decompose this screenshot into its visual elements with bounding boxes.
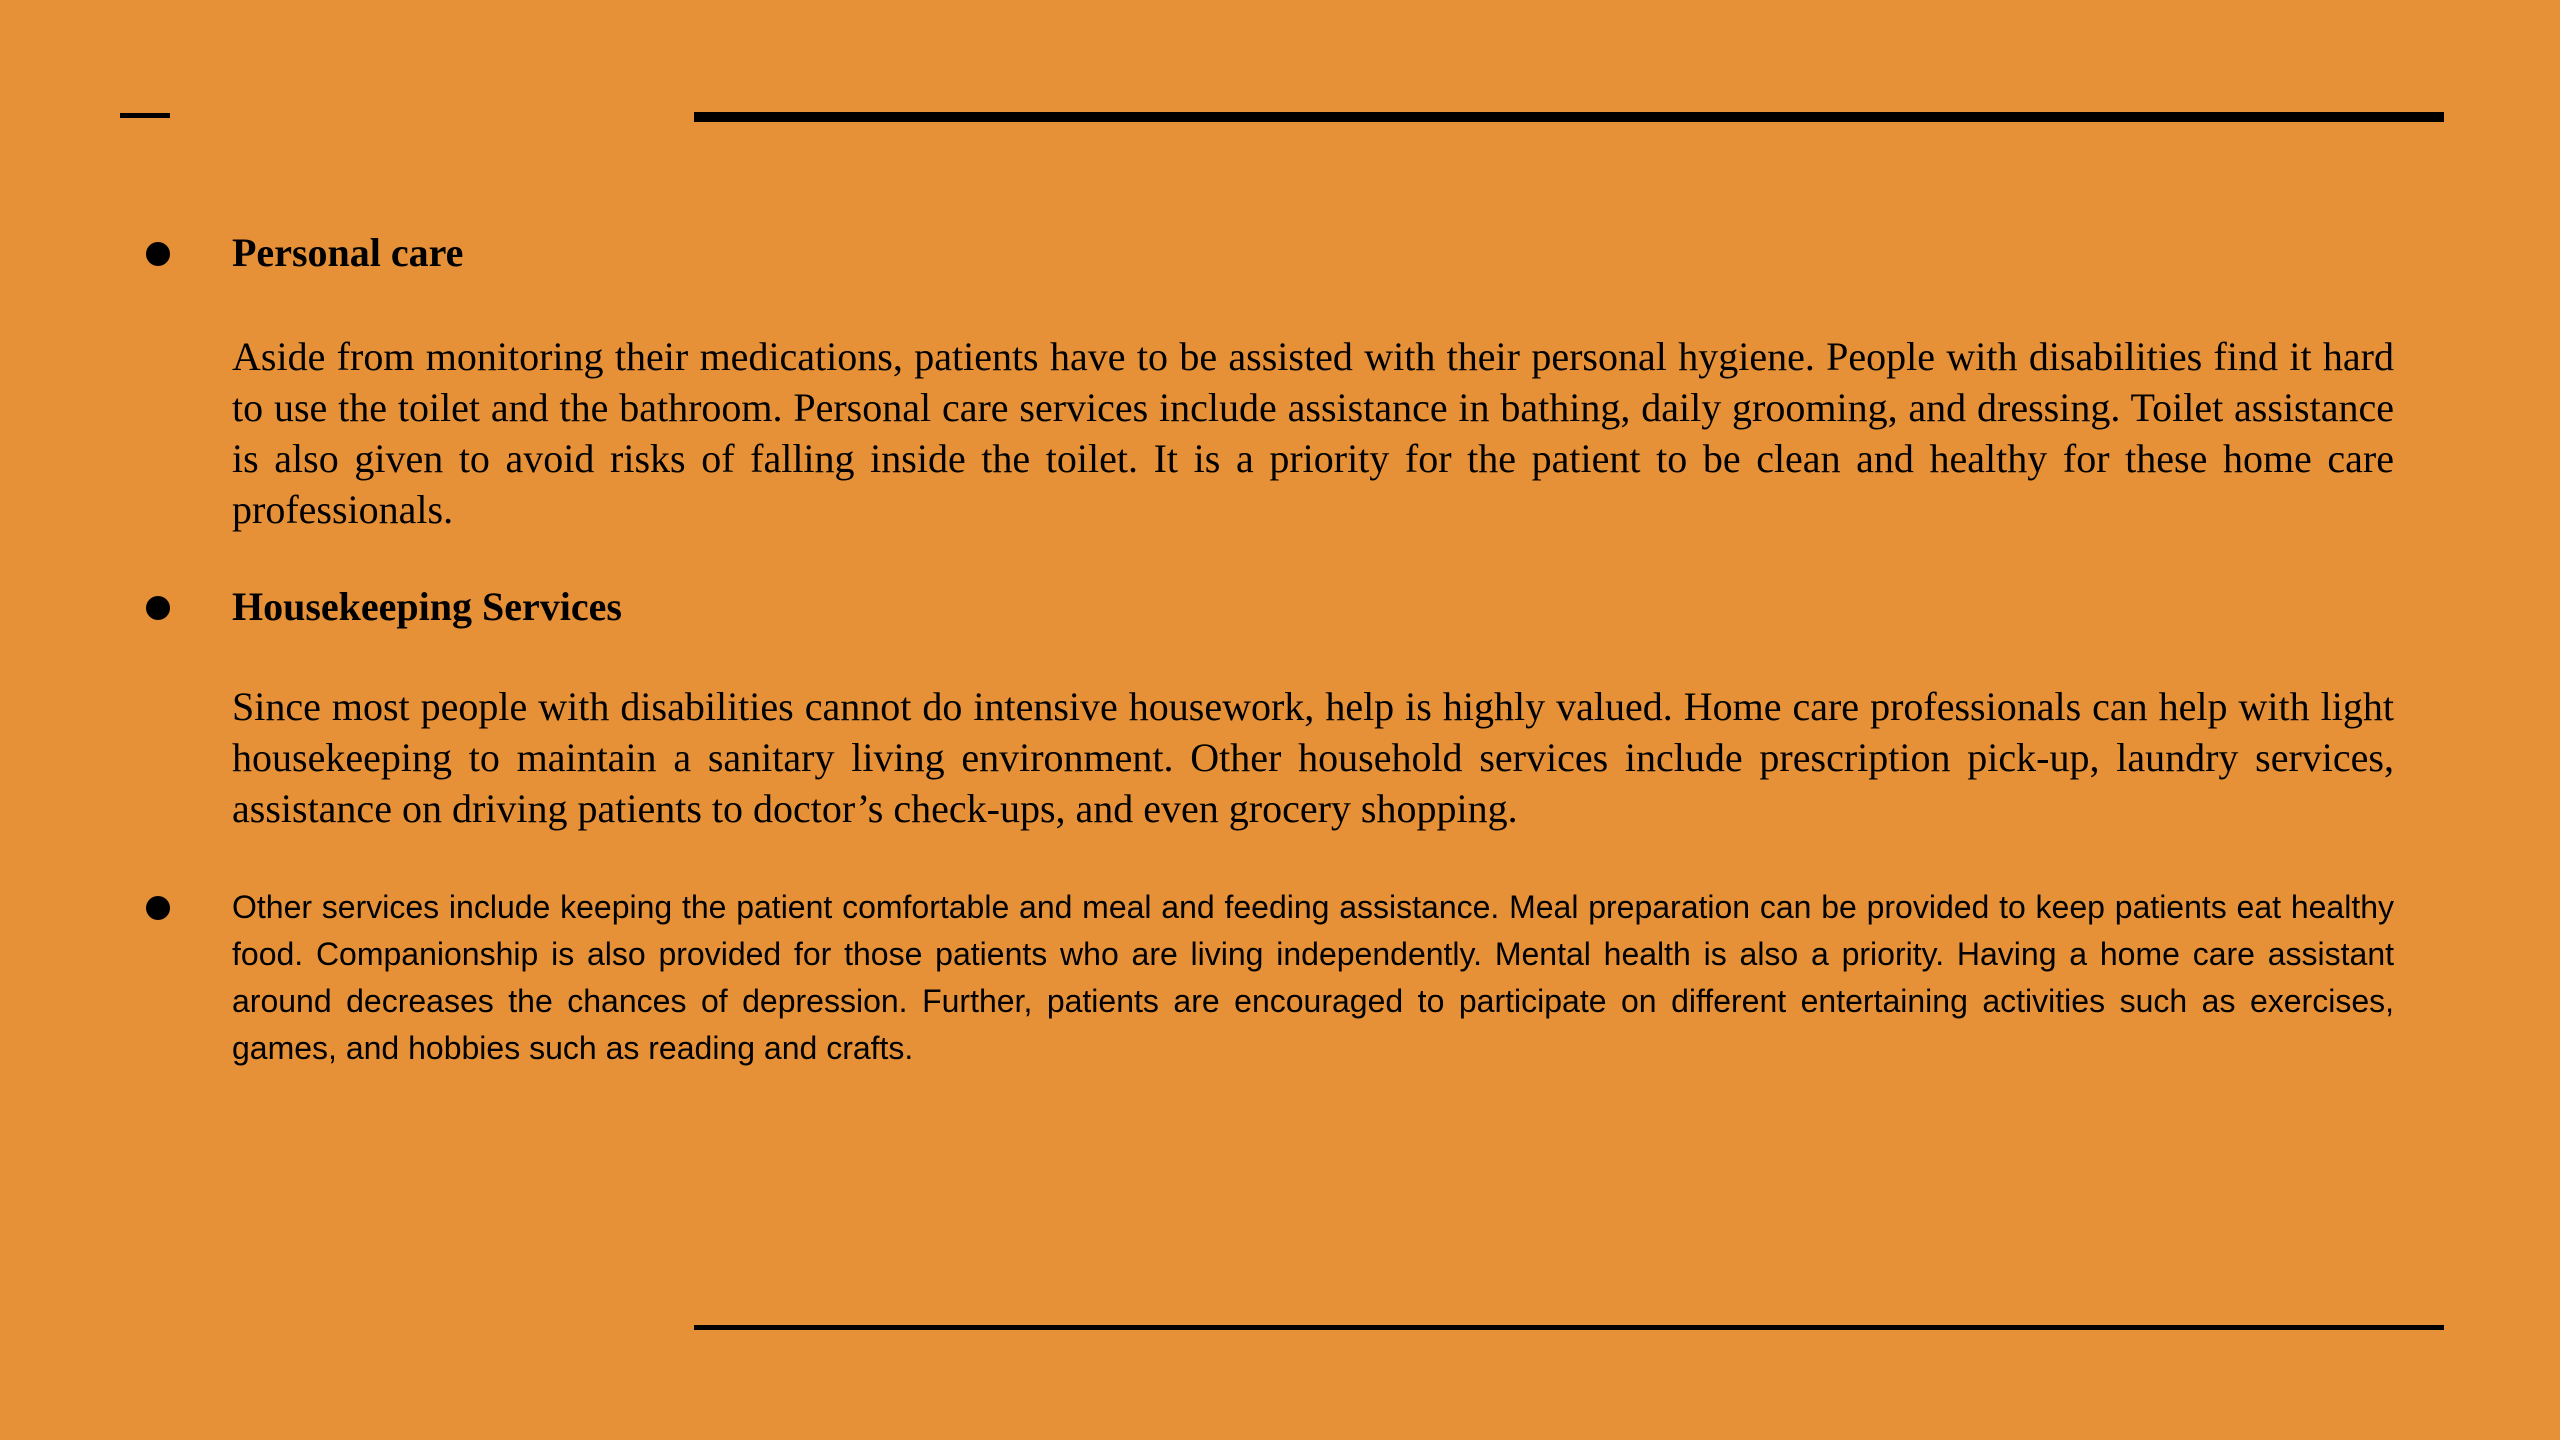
heading-housekeeping: Housekeeping Services	[232, 584, 622, 629]
bullet-personal-care	[146, 242, 170, 266]
bottom-rule	[694, 1325, 2444, 1330]
heading-personal-care: Personal care	[232, 230, 464, 275]
paragraph-personal-care: Aside from monitoring their medications, patients have to be assisted with their personal hygiene. People with disabilities find it hard to use the toilet and the bathroom. Personal care services include assistance in bathing, daily grooming, and dressing. Toilet assistance is also given to avoid risks of falling inside the toilet. It is a priority for the patient to be clean and healthy for these home care professionals.	[232, 334, 2394, 532]
bullet-housekeeping	[146, 596, 170, 620]
top-left-dash	[120, 113, 170, 118]
paragraph-housekeeping: Since most people with disabilities cannot do intensive housework, help is highly valued. Home care professionals can help with light housekeeping to maintain a sanitary living environment. Other household services include prescription pick-up, laundry services, assistance on driving patients to doctor’s check-ups, and even grocery shopping.	[232, 684, 2394, 831]
top-rule	[694, 112, 2444, 122]
paragraph-other-services: Other services include keeping the patient comfortable and meal and feeding assistance. Meal preparation can be provided to keep patients eat healthy food. Companionship is also provided for those patients who are living independently. Mental health is also a priority. Having a home care assistant around decreases the chances of depression. Further, patients are encouraged to participate on different entertaining activities such as exercises, games, and hobbies such as reading and crafts.	[232, 889, 2394, 1066]
bullet-other-services	[146, 896, 170, 920]
